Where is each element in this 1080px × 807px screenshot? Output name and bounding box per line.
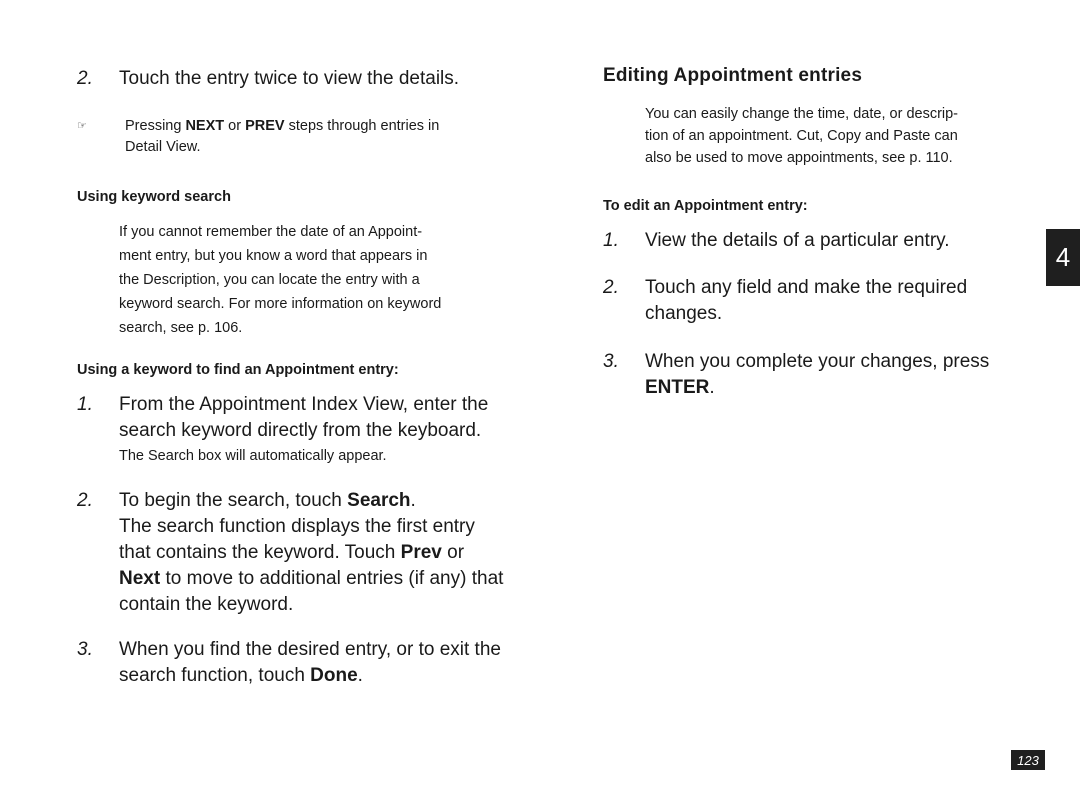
step-text: View the details of a particular entry.: [645, 230, 950, 251]
text-fragment: .: [357, 665, 363, 686]
section-intro: [645, 103, 1035, 169]
step-view-entry: [603, 228, 950, 254]
prev-key: Prev: [400, 542, 442, 563]
step-line: From the Appointment Index View, enter the: [119, 394, 489, 415]
step-text: [119, 637, 539, 689]
note-part1: Pressing: [125, 118, 186, 134]
keyword-body-line: ment entry, but you know a word that appears in: [119, 248, 428, 264]
text-fragment: that contains the keyword. Touch: [119, 542, 401, 563]
step-number: 3.: [77, 639, 93, 660]
text-fragment: to move to additional entries (if any) that: [160, 568, 504, 589]
step-number: 2.: [77, 490, 93, 511]
step-line: [645, 375, 989, 401]
keyword-search-body: [119, 220, 519, 340]
step-text: Touch the entry twice to view the details.: [119, 68, 460, 89]
intro-line: tion of an appointment. Cut, Copy and Paste can: [645, 128, 958, 144]
step-touch-field: [603, 275, 967, 327]
note-line2: Detail View.: [125, 139, 201, 155]
intro-line: also be used to move appointments, see p. 110.: [645, 150, 953, 166]
note-next-key: NEXT: [185, 118, 225, 134]
step-line: When you complete your changes, press: [645, 351, 990, 372]
step-line: contain the keyword.: [119, 594, 294, 615]
step-enter-keyword: [77, 392, 519, 468]
done-key: Done: [310, 665, 358, 686]
page-number: 123: [1011, 750, 1045, 770]
find-entry-heading: Using a keyword to find an Appointment entry:: [77, 362, 399, 378]
keyword-body-line: If you cannot remember the date of an Appoint-: [119, 224, 423, 240]
step-text: [119, 488, 539, 618]
next-key: Next: [119, 568, 161, 589]
step-line: search keyword directly from the keyboard.: [119, 420, 482, 441]
note-next-prev: [77, 116, 525, 158]
step-text: [119, 392, 519, 468]
text-fragment: or: [441, 542, 465, 563]
keyword-search-heading: Using keyword search: [77, 189, 231, 205]
text-fragment: .: [410, 490, 416, 511]
step-line: [119, 566, 539, 592]
step-view-details: [77, 66, 459, 92]
step-text: [645, 349, 989, 401]
step-begin-search: [77, 488, 539, 618]
enter-key: ENTER: [645, 377, 710, 398]
text-fragment: search function, touch: [119, 665, 311, 686]
step-line: Touch any field and make the required: [645, 277, 968, 298]
step-note: The Search box will automatically appear.: [119, 448, 387, 464]
step-line: changes.: [645, 303, 723, 324]
keyword-body-line: the Description, you can locate the entry with a: [119, 272, 420, 288]
keyword-body-line: search, see p. 106.: [119, 320, 243, 336]
step-line: The search function displays the first entry: [119, 516, 475, 537]
keyword-body-line: keyword search. For more information on keyword: [119, 296, 442, 312]
step-number: 3.: [603, 351, 619, 372]
step-press-enter: [603, 349, 989, 401]
note-text: [125, 116, 525, 158]
step-number: 1.: [603, 230, 619, 251]
step-line: [119, 540, 539, 566]
text-fragment: To begin the search, touch: [119, 490, 348, 511]
step-line: [119, 663, 539, 689]
step-line: [119, 488, 539, 514]
note-part2: or: [224, 118, 246, 134]
text-fragment: .: [709, 377, 715, 398]
step-number: 2.: [603, 277, 619, 298]
edit-entry-heading: To edit an Appointment entry:: [603, 198, 808, 214]
step-text: [645, 275, 967, 327]
search-key: Search: [347, 490, 411, 511]
intro-line: You can easily change the time, date, or descrip-: [645, 106, 959, 122]
note-hand-icon: ☞: [77, 120, 86, 132]
chapter-tab: 4: [1046, 229, 1080, 286]
note-prev-key: PREV: [245, 118, 285, 134]
step-number: 1.: [77, 394, 93, 415]
section-title: Editing Appointment entries: [603, 65, 863, 86]
step-exit-search: [77, 637, 539, 689]
step-number: 2.: [77, 68, 93, 89]
step-line: When you find the desired entry, or to exit the: [119, 639, 501, 660]
note-part3: steps through entries in: [284, 118, 440, 134]
